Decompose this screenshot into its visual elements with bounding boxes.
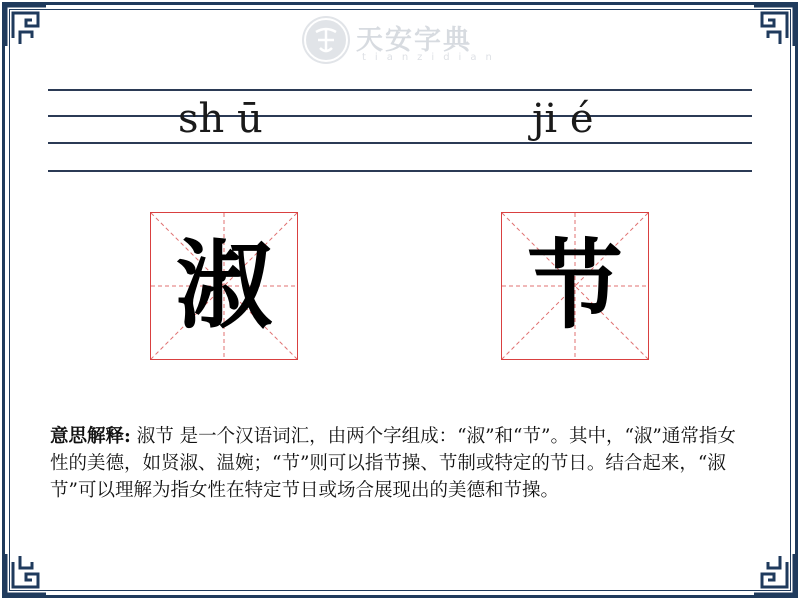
logo-subtitle: tianzidian: [362, 52, 501, 63]
staff-line: [48, 115, 752, 117]
corner-ornament-icon: [4, 552, 48, 596]
corner-ornament-icon: [752, 552, 796, 596]
character-first: 淑: [176, 230, 272, 342]
corner-ornament-icon: [752, 4, 796, 48]
character-grid-first: [150, 212, 298, 360]
staff-line: [48, 89, 752, 91]
character-second: 节: [527, 230, 623, 342]
staff-line: [48, 170, 752, 172]
meaning-text: 淑节 是一个汉语词汇，由两个字组成：“淑”和“节”。其中，“淑”通常指女性的美德，如贤淑、温婉；“节”则可以指节操、节制或特定的节日。结合起来，“淑节”可以理解为指女性在特定节日或场合展现出的美德和节操。: [50, 426, 736, 501]
pinyin-second: ji é: [532, 96, 594, 142]
staff-line: [48, 142, 752, 144]
pinyin-first: sh ū: [178, 96, 263, 142]
meaning-paragraph: [50, 423, 750, 504]
watermark-logo: [302, 14, 502, 70]
seal-icon: [302, 16, 350, 64]
meaning-label: 意思解释:: [50, 426, 131, 447]
character-grid-second: [501, 212, 649, 360]
logo-title: 天安字典: [356, 25, 472, 56]
corner-ornament-icon: [4, 4, 48, 48]
